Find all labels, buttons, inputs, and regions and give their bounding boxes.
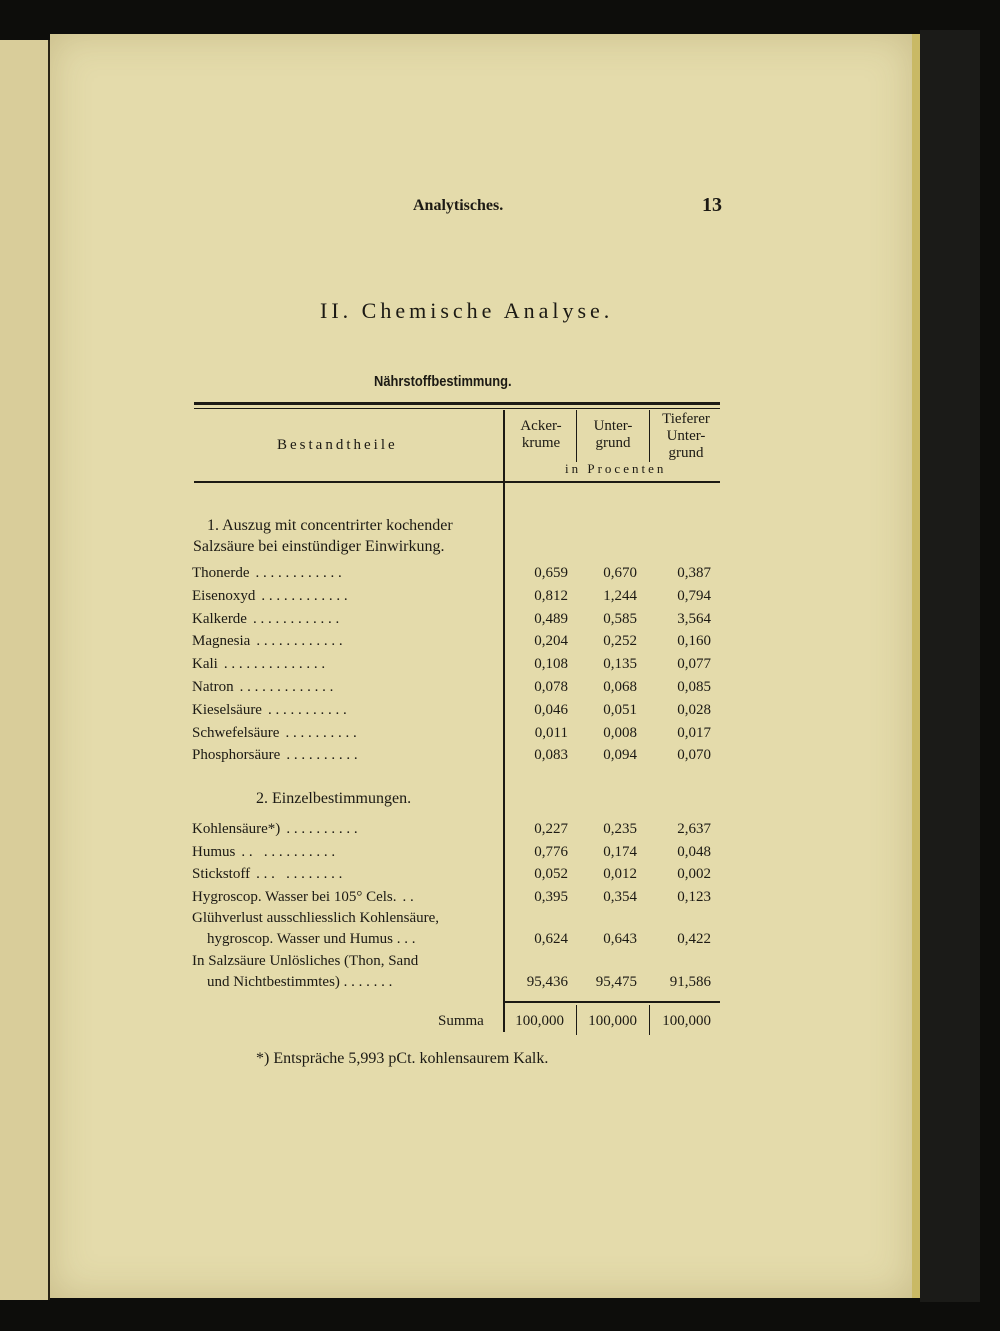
table-row-label: und Nichtbestimmtes) . . . . . . . (207, 974, 393, 990)
facing-page-edge (0, 40, 50, 1300)
table-cell: 1,244 (603, 587, 637, 604)
table-cell: 0,068 (603, 679, 637, 695)
table-cell: 0,235 (603, 821, 637, 837)
column-header-line: Unter- (593, 418, 633, 434)
group-title-line: 1. Auszug mit concentrirter kochender (207, 517, 453, 534)
row-name: Kieselsäure (192, 701, 262, 718)
table-cell: 0,094 (603, 747, 637, 764)
table-row-label (192, 844, 335, 861)
column-header-line: grund (668, 445, 704, 461)
table-row-label (192, 633, 343, 650)
dot-leader: . . . . . . . . . . . . (255, 565, 342, 581)
table-cell: 95,475 (595, 974, 637, 990)
table-cell: 0,812 (534, 587, 568, 604)
total-cell: 100,000 (588, 1013, 637, 1029)
row-name: Humus (192, 843, 236, 860)
table-row-label: Glühverlust ausschliesslich Kohlensäure, (192, 910, 440, 926)
dot-leader: . . . . . . . . . . . . (241, 843, 336, 860)
table-row-label (192, 679, 333, 696)
sum-rule (505, 1001, 720, 1003)
table-cell: 91,586 (669, 974, 711, 990)
total-label: Summa (438, 1013, 484, 1029)
dot-leader: . . . . . . . . . . . (267, 701, 347, 718)
column-divider-3 (649, 410, 650, 462)
row-name: Phosphorsäure (192, 747, 281, 764)
dot-leader: . . (402, 889, 414, 906)
page-number: 13 (702, 194, 722, 216)
table-row-label: hygroscop. Wasser und Humus . . . (207, 931, 416, 947)
table-cell: 0,174 (603, 843, 637, 860)
table-cell: 0,387 (677, 565, 711, 581)
row-name: Eisenoxyd (192, 587, 256, 604)
page-block-edge (912, 34, 920, 1298)
table-cell: 0,048 (677, 843, 711, 860)
row-name: Stickstoff (192, 866, 251, 883)
table-cell: 0,585 (603, 610, 637, 627)
column-header-line: krume (521, 435, 561, 451)
column-header-line: Acker- (520, 418, 562, 434)
book-cover-edge (920, 30, 980, 1302)
table-cell: 0,078 (534, 679, 568, 695)
header-bottom-rule (194, 481, 720, 483)
table-cell: 0,011 (534, 724, 568, 741)
column-header-untergrund (578, 418, 648, 452)
dot-leader: . . . . . . . . . . . . . (239, 679, 334, 695)
table-cell: 0,051 (603, 701, 637, 718)
table-cell: 0,135 (603, 656, 637, 673)
total-cell: 100,000 (662, 1013, 711, 1029)
table-cell: 0,489 (534, 610, 568, 627)
row-name: Natron (192, 679, 234, 695)
dot-leader: . . . . . . . . . . (286, 747, 358, 764)
unit-note: in Procenten (565, 461, 667, 476)
table-cell: 0,083 (534, 747, 568, 764)
column-header-line: grund (595, 435, 631, 451)
table-cell: 95,436 (526, 974, 568, 990)
table-cell: 0,002 (677, 866, 711, 883)
table-row-label (192, 821, 358, 838)
row-name: Kohlensäure*) (192, 821, 281, 837)
table-row-label (192, 725, 357, 742)
dot-leader: . . . . . . . . . . . . (252, 610, 340, 627)
table-row-label (192, 889, 414, 906)
group-2-title: 2. Einzelbestimmungen. (256, 790, 412, 807)
row-name: Hygroscop. Wasser bei 105° Cels. (192, 889, 397, 906)
table-cell: 3,564 (677, 610, 711, 627)
table-row-label (192, 588, 348, 605)
table-cell: 0,008 (603, 724, 637, 741)
row-name: Kali (192, 656, 218, 673)
table-cell: 0,643 (603, 931, 637, 947)
group-1-title (193, 515, 453, 557)
table-row-label (192, 866, 342, 883)
table-cell: 0,108 (534, 656, 568, 673)
dot-leader: . . . . . . . . . . . (256, 866, 343, 883)
table-row-label (192, 656, 325, 673)
table-cell: 0,160 (677, 633, 711, 650)
row-name: Kalkerde (192, 610, 247, 627)
table-row-label (192, 565, 342, 582)
dot-leader: . . . . . . . . . . . . . . (223, 656, 326, 673)
table-cell: 0,028 (677, 701, 711, 718)
table-cell: 0,794 (677, 587, 711, 604)
table-row-label (192, 747, 358, 764)
table-cell: 0,077 (677, 656, 711, 673)
row-name: Schwefelsäure (192, 724, 280, 741)
book-page (50, 34, 912, 1298)
column-header-line: Unter- (666, 428, 706, 444)
table-cell: 0,070 (677, 747, 711, 764)
column-header-tieferer-untergrund (651, 411, 721, 462)
table-row-label (192, 702, 347, 719)
table-row-label (192, 611, 339, 628)
table-cell: 0,017 (677, 724, 711, 741)
column-header-line: Tieferer (662, 411, 710, 427)
table-cell: 0,227 (534, 821, 568, 837)
running-head: Analytisches. (413, 197, 504, 214)
table-row-label: In Salzsäure Unlösliches (Thon, Sand (192, 953, 419, 969)
table-cell: 0,204 (534, 633, 568, 650)
row-name: Magnesia (192, 633, 251, 650)
table-cell: 0,052 (534, 866, 568, 883)
group-title-line: Salzsäure bei einstündiger Einwirkung. (193, 538, 445, 555)
table-top-rule (194, 402, 720, 405)
table-cell: 0,012 (603, 866, 637, 883)
table-cell: 0,395 (534, 889, 568, 906)
table-subtitle: Nährstoffbestimmung. (374, 373, 512, 390)
dot-leader: . . . . . . . . . . . . (256, 633, 343, 650)
dot-leader: . . . . . . . . . . (285, 724, 357, 741)
table-cell: 0,776 (534, 843, 568, 860)
table-cell: 0,123 (677, 889, 711, 906)
section-title: II. Chemische Analyse. (320, 298, 614, 323)
table-cell: 2,637 (677, 821, 711, 837)
table-cell: 0,252 (603, 633, 637, 650)
row-name: Thonerde (192, 565, 250, 581)
total-cell: 100,000 (515, 1013, 564, 1029)
table-cell: 0,354 (603, 889, 637, 906)
label-column-header: Bestandtheile (277, 437, 398, 453)
column-header-ackerkrume (506, 418, 576, 452)
column-divider-2 (576, 410, 577, 462)
table-top-rule-thin (194, 408, 720, 409)
table-cell: 0,670 (603, 565, 637, 581)
footnote: *) Entspräche 5,993 pCt. kohlensaurem Kalk. (256, 1050, 549, 1067)
table-cell: 0,085 (677, 679, 711, 695)
table-cell: 0,624 (534, 931, 568, 947)
table-cell: 0,422 (677, 931, 711, 947)
dot-leader: . . . . . . . . . . . . (261, 587, 348, 604)
dot-leader: . . . . . . . . . . (286, 821, 358, 837)
table-cell: 0,659 (534, 565, 568, 581)
table-cell: 0,046 (534, 701, 568, 718)
